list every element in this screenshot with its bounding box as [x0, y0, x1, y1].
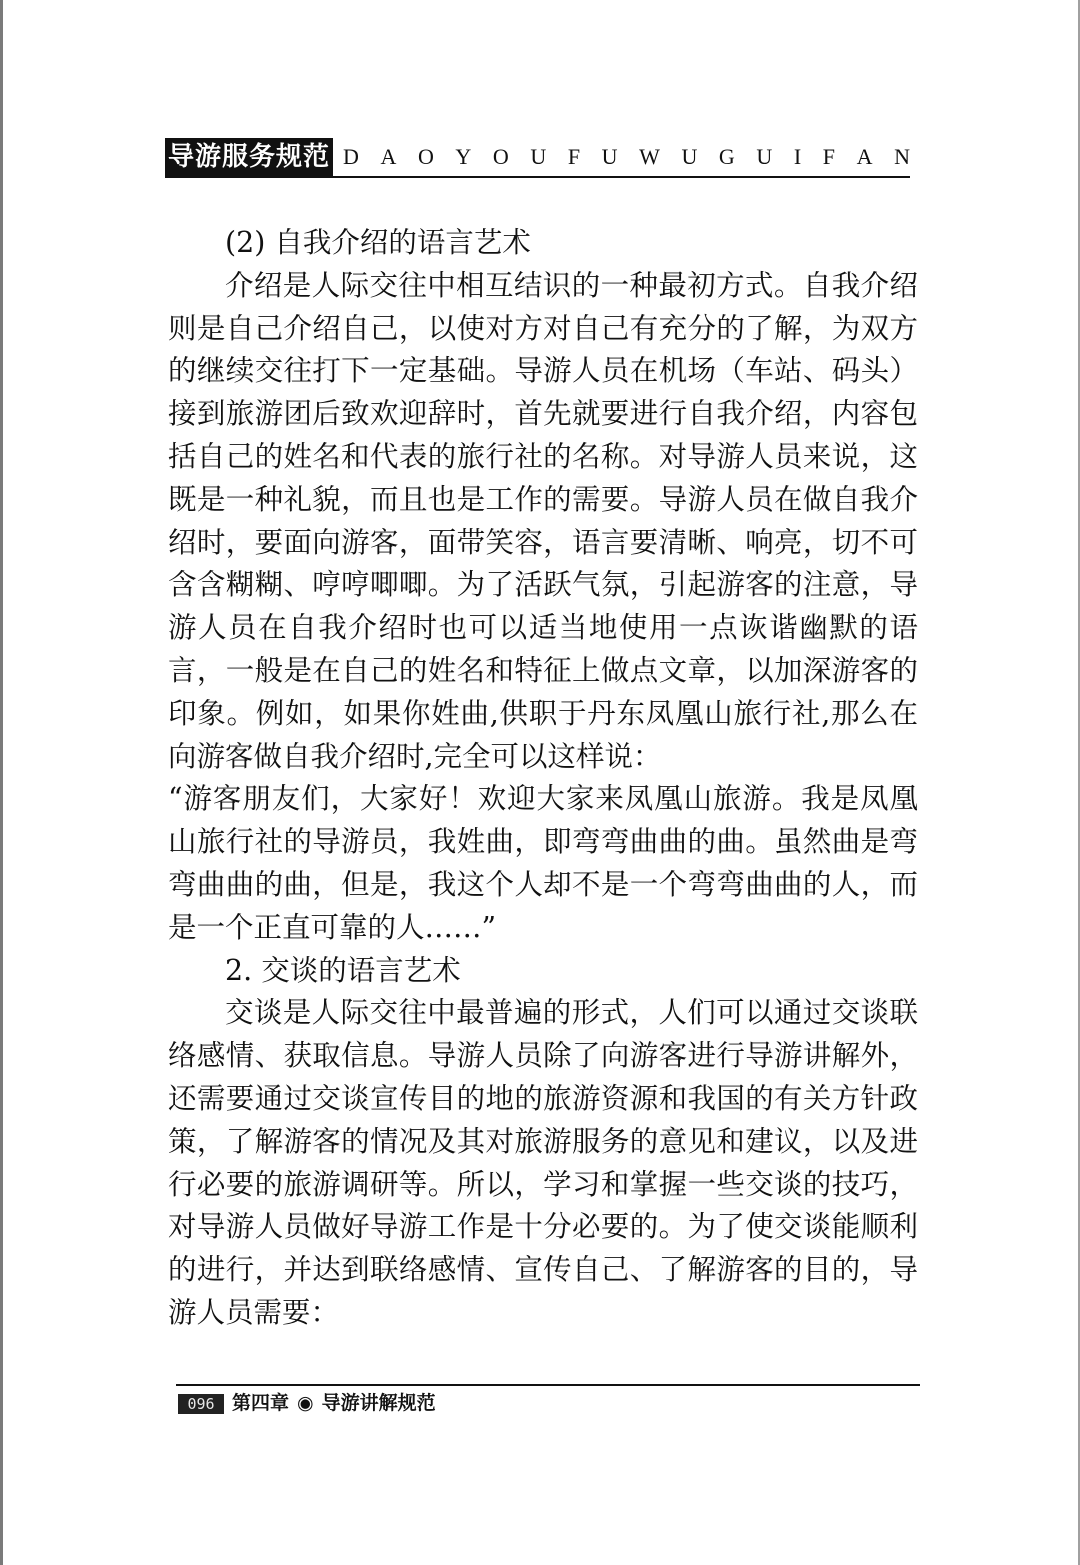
header-rule [165, 176, 910, 178]
section-label: 导游讲解规范 [321, 1392, 436, 1414]
header-pinyin [343, 138, 910, 176]
running-header [165, 138, 910, 178]
pinyin-letter: O [492, 144, 509, 169]
pinyin-letter: O [417, 144, 434, 169]
footer-chapter-line [232, 1390, 436, 1416]
quote-paragraph: “游客朋友们，大家好！欢迎大家来凤凰山旅游。我是凤凰山旅行社的导游员，我姓曲，即弯弯曲曲的曲。虽然曲是弯弯曲曲的曲，但是，我这个人却不是一个弯弯曲曲的人，而是一个正直可靠的人……” [168, 782, 918, 944]
page-number: 096 [178, 1394, 224, 1414]
section-heading: 2. 交谈的语言艺术 [225, 953, 461, 987]
pinyin-letter: U [530, 144, 547, 169]
paragraph: 交谈是人际交往中最普遍的形式，人们可以通过交谈联络感情、获取信息。导游人员除了向游客进行导游讲解外，还需要通过交谈宣传目的地的旅游资源和我国的有关方针政策，了解游客的情况及其对旅游服务的意见和建议，以及进行必要的旅游调研等。所以，学习和掌握一些交谈的技巧，对导游人员做好导游工作是十分必要的。为了使交谈能顺利的进行，并达到联络感情、宣传自己、了解游客的目的，导游人员需要： [168, 996, 918, 1329]
pinyin-letter: F [567, 144, 581, 169]
pinyin-letter: A [380, 144, 397, 169]
pinyin-letter: I [793, 144, 802, 169]
header-title: 导游服务规范 [165, 138, 333, 176]
pinyin-letter: U [756, 144, 773, 169]
pinyin-letter: Y [455, 144, 472, 169]
pinyin-letter: D [343, 144, 359, 169]
pinyin-letter: F [822, 144, 836, 169]
pinyin-letter: G [718, 144, 735, 169]
pinyin-letter: U [601, 144, 618, 169]
paragraph: 介绍是人际交往中相互结识的一种最初方式。自我介绍则是自己介绍自己，以使对方对自己有充分的了解，为双方的继续交往打下一定基础。导游人员在机场（车站、码头）接到旅游团后致欢迎辞时，首先就要进行自我介绍，内容包括自己的姓名和代表的旅行社的名称。对导游人员来说，这既是一种礼貌，而且也是工作的需要。导游人员在做自我介绍时，要面向游客，面带笑容，语言要清晰、响亮，切不可含含糊糊、哼哼唧唧。为了活跃气氛，引起游客的注意，导游人员在自我介绍时也可以适当地使用一点诙谐幽默的语言，一般是在自己的姓名和特征上做点文章，以加深游客的印象。例如，如果你姓曲,供职于丹东凤凰山旅行社,那么在向游客做自我介绍时,完全可以这样说： [168, 268, 918, 773]
pinyin-letter: W [639, 144, 660, 169]
body-text [168, 222, 918, 1335]
running-footer [176, 1384, 920, 1416]
bullet-icon: ◉ [297, 1392, 314, 1414]
pinyin-letter: U [681, 144, 698, 169]
page-edge-left [0, 0, 3, 1565]
pinyin-letter: N [894, 144, 910, 169]
chapter-label: 第四章 [232, 1392, 290, 1414]
section-heading: (2) 自我介绍的语言艺术 [225, 226, 531, 259]
footer-rule [176, 1384, 920, 1386]
pinyin-letter: A [856, 144, 873, 169]
